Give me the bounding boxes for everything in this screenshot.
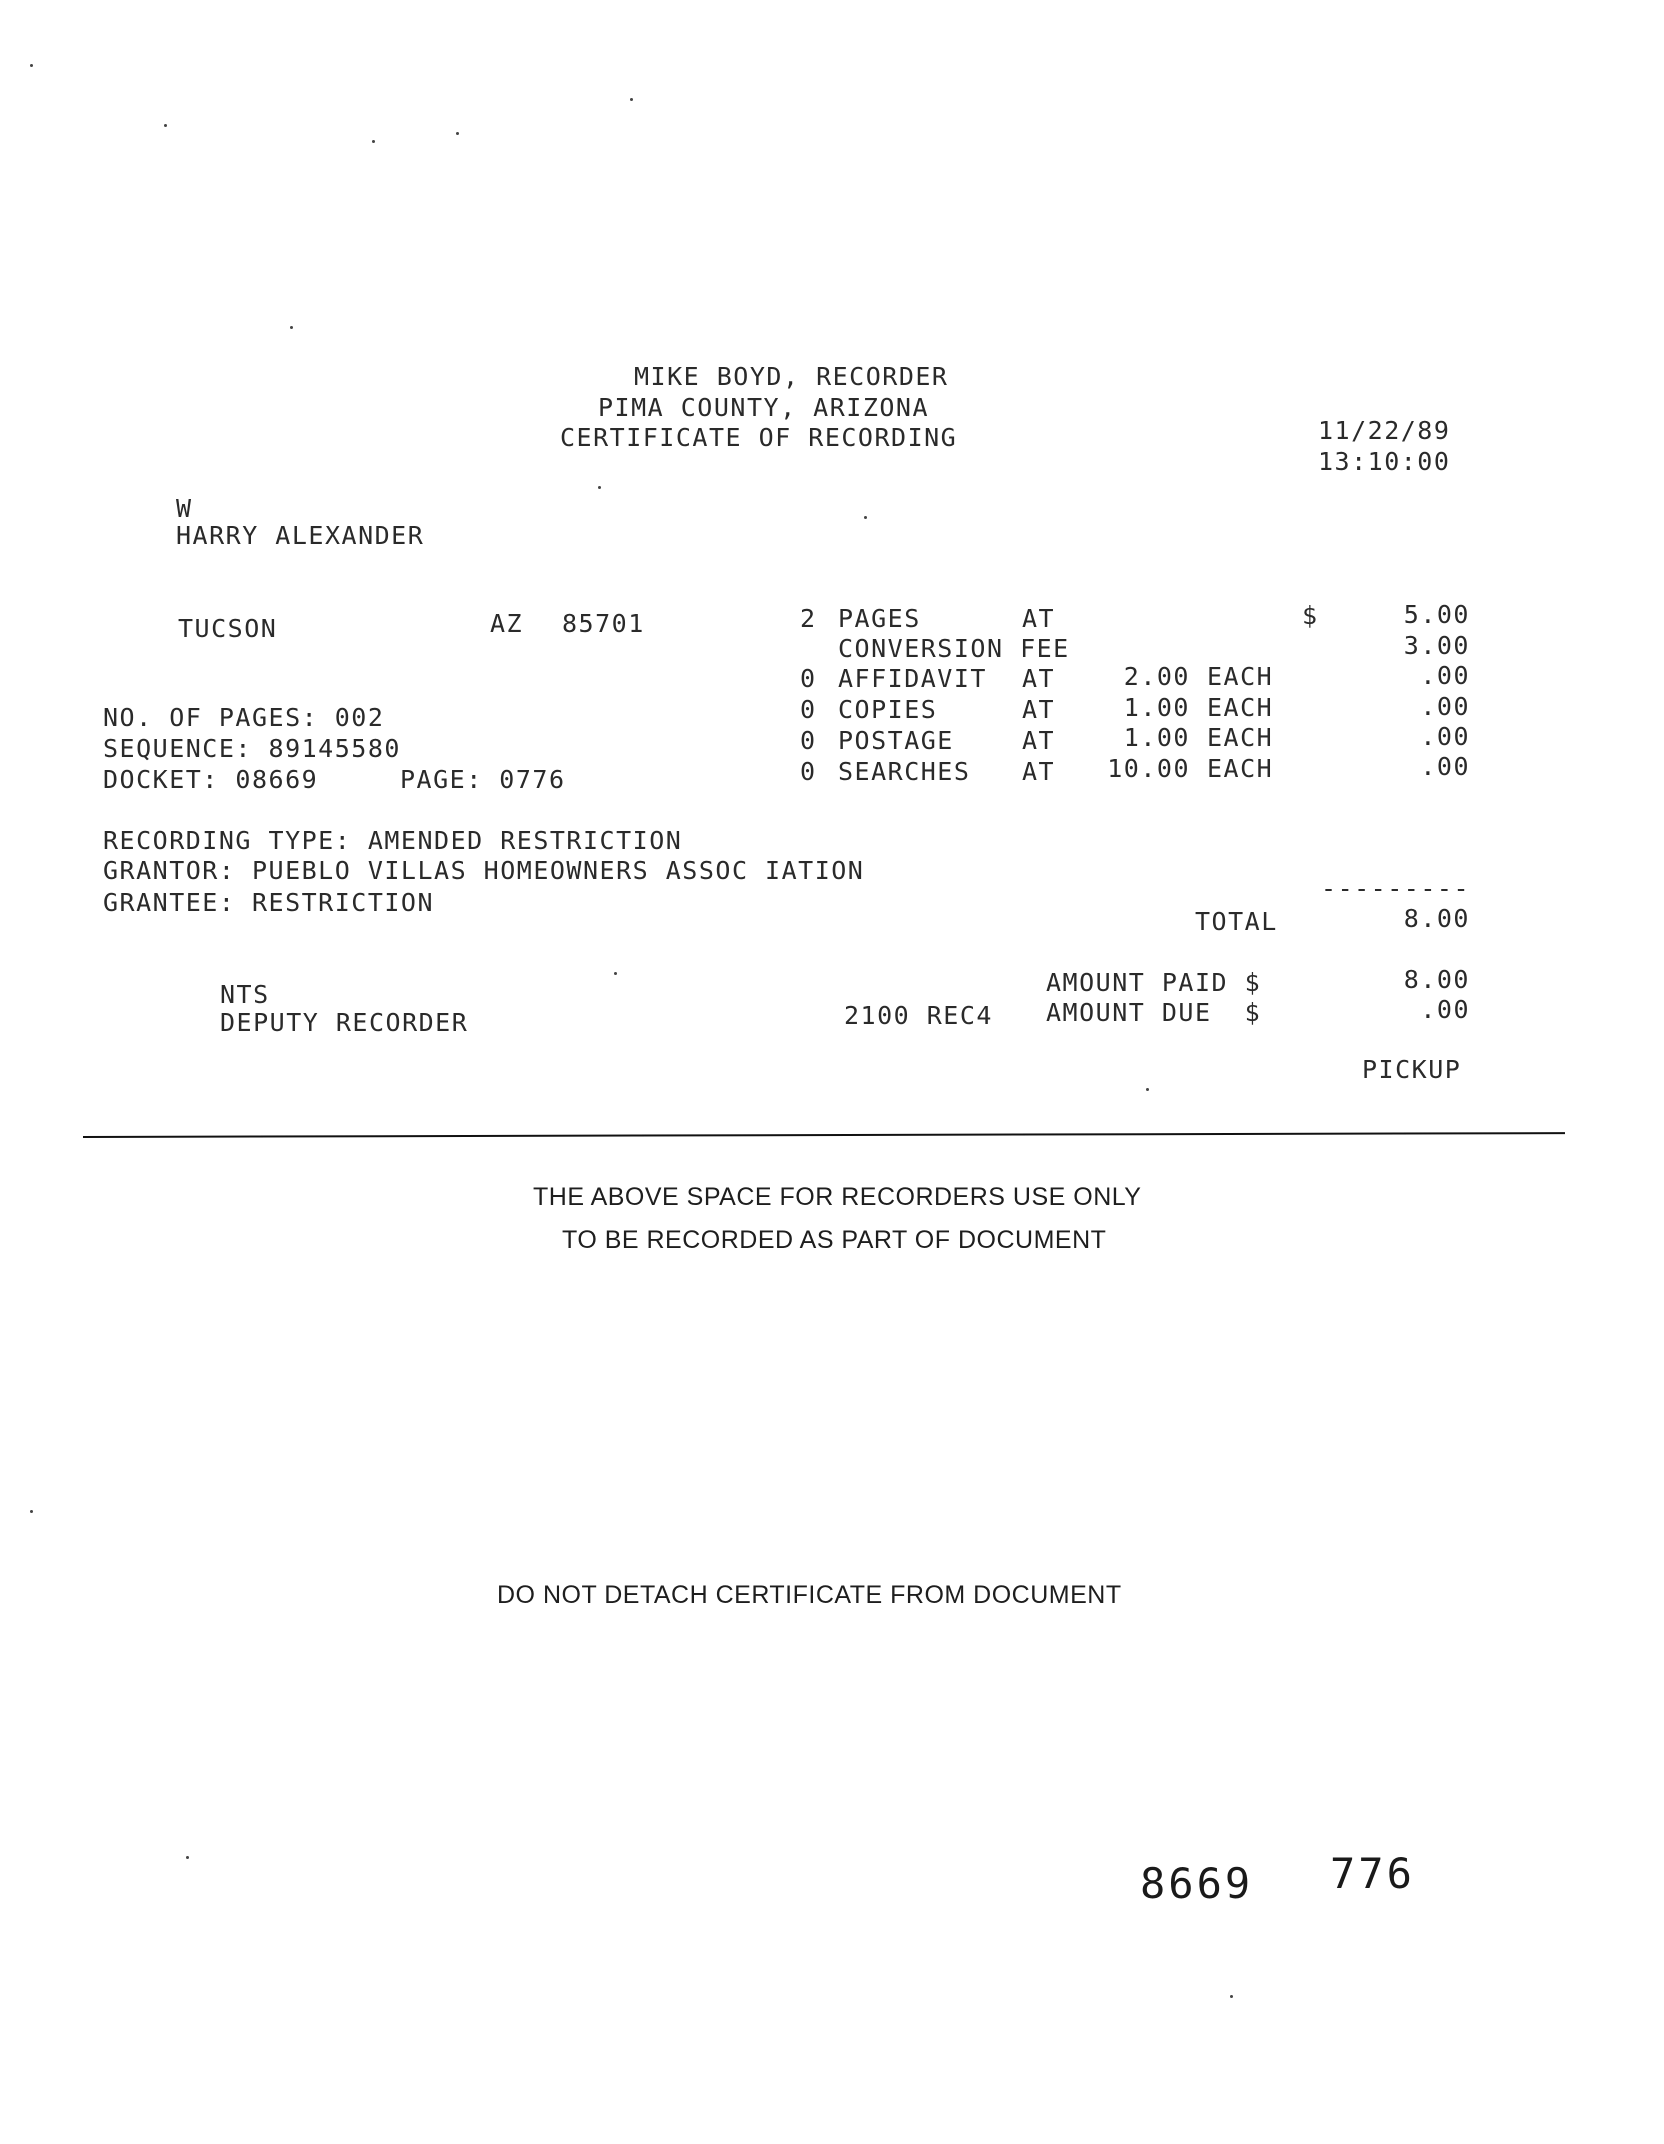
part-of-document-notice: TO BE RECORDED AS PART OF DOCUMENT (562, 1226, 1107, 1254)
station-code: 2100 REC4 (844, 1001, 993, 1030)
fee-item: COPIES (838, 695, 938, 724)
party-zip: 85701 (562, 609, 645, 638)
fee-rate: 10.00 (1107, 754, 1190, 783)
fee-amount: .00 (1420, 752, 1470, 781)
total-label: TOTAL (1195, 907, 1278, 936)
certificate-title: CERTIFICATE OF RECORDING (560, 423, 958, 452)
page-number: PAGE: 0776 (400, 765, 566, 794)
fee-at: AT (1022, 604, 1056, 633)
scan-speck (290, 326, 293, 329)
amount-due: .00 (1420, 995, 1470, 1024)
party-state: AZ (490, 609, 524, 638)
docket-number: DOCKET: 08669 (103, 765, 319, 794)
fee-at: AT (1022, 757, 1056, 786)
amount-paid: 8.00 (1403, 965, 1470, 994)
recording-type: RECORDING TYPE: AMENDED RESTRICTION (103, 826, 683, 855)
fee-amount: .00 (1420, 722, 1470, 751)
party-city: TUCSON (178, 614, 278, 643)
fee-item: AFFIDAVIT (838, 664, 987, 693)
scan-speck (456, 132, 459, 135)
fee-rate: 1.00 (1123, 693, 1190, 722)
fee-qty: 0 (800, 664, 817, 693)
stamp-page-number: 776 (1330, 1849, 1415, 1898)
scan-speck (30, 64, 33, 67)
fee-qty: 0 (800, 726, 817, 755)
fee-at: AT (1022, 664, 1056, 693)
fee-rate: 1.00 (1123, 723, 1190, 752)
fee-each: EACH (1207, 693, 1274, 722)
divider-rule (83, 1132, 1565, 1138)
fee-amount: 5.00 (1403, 600, 1470, 629)
fee-rate: 2.00 (1123, 662, 1190, 691)
county-name: PIMA COUNTY, ARIZONA (598, 393, 930, 422)
fee-each: EACH (1207, 723, 1274, 752)
fee-qty: 0 (800, 757, 817, 786)
amount-paid-label: AMOUNT PAID $ (1046, 968, 1262, 997)
scan-speck (598, 486, 601, 489)
recorder-name: MIKE BOYD, RECORDER (634, 362, 949, 391)
scan-speck (864, 516, 867, 519)
number-of-pages: NO. OF PAGES: 002 (103, 703, 385, 732)
fee-qty: 0 (800, 695, 817, 724)
fee-dollar-sign: $ (1302, 601, 1319, 630)
grantor: GRANTOR: PUEBLO VILLAS HOMEOWNERS ASSOC IATION (103, 856, 865, 885)
fee-qty: 2 (800, 604, 817, 633)
fee-at: AT (1022, 726, 1056, 755)
fee-item: CONVERSION FEE (838, 634, 1070, 663)
fee-amount: .00 (1420, 661, 1470, 690)
scan-speck (186, 1856, 189, 1859)
fee-each: EACH (1207, 754, 1274, 783)
pickup-label: PICKUP (1362, 1055, 1462, 1084)
party-name: HARRY ALEXANDER (176, 521, 425, 550)
fee-item: SEARCHES (838, 757, 971, 786)
total-amount: 8.00 (1403, 904, 1470, 933)
scan-speck (614, 972, 617, 975)
scan-speck (164, 124, 167, 127)
deputy-initials: NTS (220, 980, 270, 1009)
grantee: GRANTEE: RESTRICTION (103, 888, 435, 917)
fee-at: AT (1022, 695, 1056, 724)
record-time: 13:10:00 (1318, 447, 1451, 476)
party-prefix: W (176, 494, 193, 523)
do-not-detach-notice: DO NOT DETACH CERTIFICATE FROM DOCUMENT (497, 1581, 1122, 1609)
fee-item: POSTAGE (838, 726, 954, 755)
scan-speck (1230, 1995, 1233, 1998)
total-divider: --------- (1321, 874, 1470, 903)
scan-speck (372, 140, 375, 143)
recorders-use-notice: THE ABOVE SPACE FOR RECORDERS USE ONLY (533, 1183, 1142, 1211)
fee-each: EACH (1207, 662, 1274, 691)
scan-speck (630, 98, 633, 101)
scan-speck (30, 1510, 33, 1513)
scan-speck (1146, 1088, 1149, 1091)
record-date: 11/22/89 (1318, 416, 1451, 445)
amount-due-label: AMOUNT DUE $ (1046, 998, 1262, 1027)
sequence-number: SEQUENCE: 89145580 (103, 734, 401, 763)
deputy-title: DEPUTY RECORDER (220, 1008, 469, 1037)
fee-item: PAGES (838, 604, 921, 633)
fee-amount: .00 (1420, 692, 1470, 721)
fee-amount: 3.00 (1403, 631, 1470, 660)
stamp-docket-number: 8669 (1140, 1859, 1254, 1908)
